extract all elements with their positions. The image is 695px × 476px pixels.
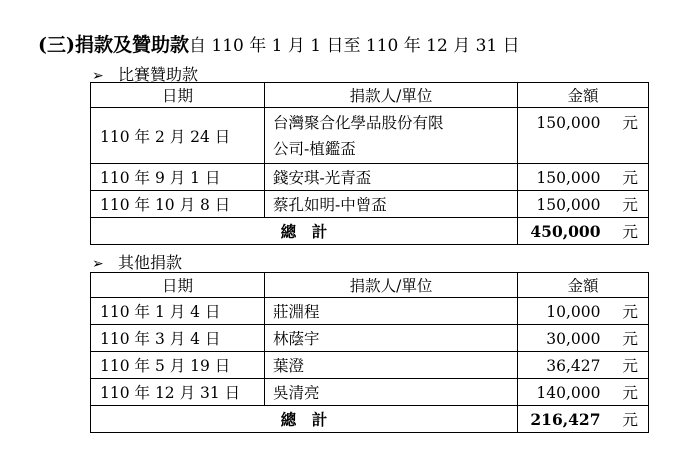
amount-value: 30,000 (546, 330, 601, 348)
total-amount (518, 218, 649, 245)
total-amount-value: 450,000 (530, 222, 601, 241)
total-row (91, 406, 649, 433)
row-date: 110 年 1 月 4 日 (91, 298, 265, 325)
amount-unit: 元 (622, 384, 638, 402)
table-row (91, 191, 649, 218)
amount-value: 150,000 (536, 114, 601, 132)
heading-date-range: 自 110 年 1 月 1 日至 110 年 12 月 31 日 (189, 36, 520, 56)
row-donor: 葉澄 (265, 352, 518, 379)
column-header-amount: 金額 (518, 83, 649, 108)
column-header-donor: 捐款人/單位 (265, 83, 518, 108)
row-amount (518, 191, 649, 218)
row-amount (518, 108, 649, 164)
amount-unit: 元 (622, 114, 638, 132)
total-label: 總 計 (91, 218, 518, 245)
table-row (91, 379, 649, 406)
row-amount (518, 352, 649, 379)
row-donor-line1: 台灣聚合化學品股份有限 (273, 113, 444, 132)
row-donor: 蔡孔如明-中曾盃 (265, 191, 518, 218)
amount-value: 10,000 (546, 303, 601, 321)
sponsorship-table (90, 82, 649, 245)
amount-unit: 元 (622, 357, 638, 375)
table-row (91, 298, 649, 325)
subsection-label: 其他捐款 (118, 253, 183, 272)
table-header-row (91, 83, 649, 108)
total-amount-value: 216,427 (530, 410, 601, 429)
amount-unit: 元 (622, 169, 638, 187)
total-row (91, 218, 649, 245)
amount-unit: 元 (622, 330, 638, 348)
table-row (91, 164, 649, 191)
table-row (91, 352, 649, 379)
row-amount (518, 325, 649, 352)
row-date: 110 年 9 月 1 日 (91, 164, 265, 191)
total-amount-unit: 元 (622, 223, 638, 241)
section-heading (38, 30, 520, 57)
row-donor-line2: 公司-植鑑盃 (273, 139, 356, 158)
heading-title: 捐款及贊助款 (74, 34, 189, 56)
row-date: 110 年 5 月 19 日 (91, 352, 265, 379)
amount-unit: 元 (622, 196, 638, 214)
arrow-bullet-icon: ➢ (92, 68, 104, 84)
table-row (91, 325, 649, 352)
other-donations-table (90, 272, 649, 433)
total-label: 總 計 (91, 406, 518, 433)
row-donor: 林蔭宇 (265, 325, 518, 352)
column-header-date: 日期 (91, 273, 265, 298)
column-header-date: 日期 (91, 83, 265, 108)
row-amount (518, 298, 649, 325)
amount-unit: 元 (622, 303, 638, 321)
subsection-label: 比賽贊助款 (118, 65, 199, 84)
amount-value: 140,000 (536, 384, 601, 402)
row-donor: 錢安琪-光青盃 (265, 164, 518, 191)
row-amount (518, 379, 649, 406)
row-date: 110 年 3 月 4 日 (91, 325, 265, 352)
table-row (91, 108, 649, 164)
heading-number: (三) (38, 34, 75, 56)
subsection-title-other-donations (92, 250, 182, 273)
table-header-row (91, 273, 649, 298)
amount-value: 150,000 (536, 169, 601, 187)
row-donor (265, 108, 518, 164)
row-date: 110 年 2 月 24 日 (91, 108, 265, 164)
row-donor: 莊淵程 (265, 298, 518, 325)
column-header-amount: 金額 (518, 273, 649, 298)
amount-value: 150,000 (536, 196, 601, 214)
row-donor: 吳清亮 (265, 379, 518, 406)
row-amount (518, 164, 649, 191)
total-amount-unit: 元 (622, 411, 638, 429)
row-date: 110 年 12 月 31 日 (91, 379, 265, 406)
amount-value: 36,427 (546, 357, 601, 375)
arrow-bullet-icon: ➢ (92, 256, 104, 272)
row-date: 110 年 10 月 8 日 (91, 191, 265, 218)
total-amount (518, 406, 649, 433)
column-header-donor: 捐款人/單位 (265, 273, 518, 298)
